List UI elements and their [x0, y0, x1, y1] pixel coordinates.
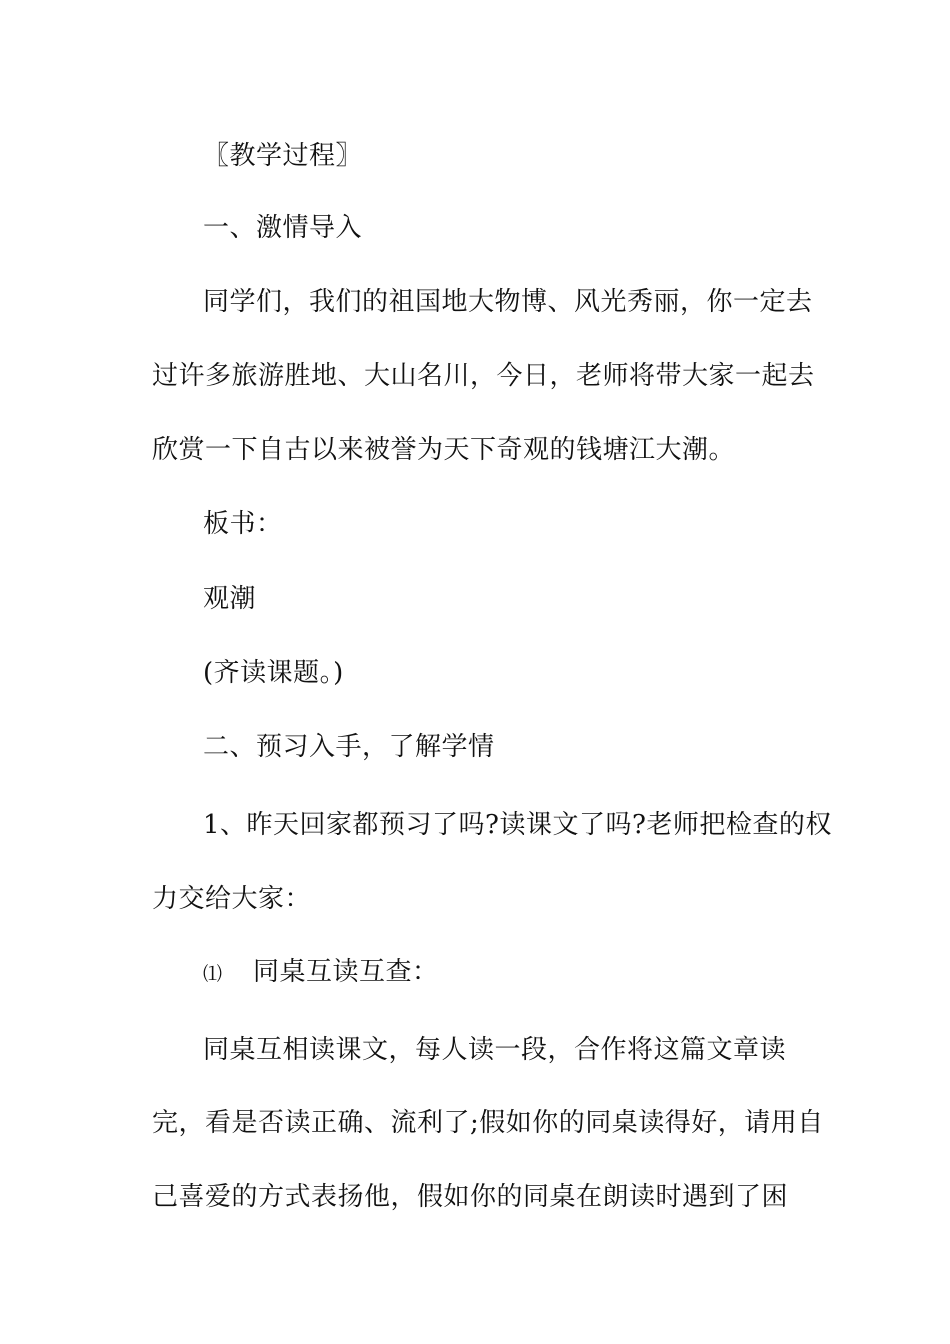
section-heading-teaching-process: 〖教学过程〗 [203, 141, 363, 171]
list-item-text: 同桌互读互查： [253, 957, 439, 987]
paragraph-line: 同学们，我们的祖国地大物博、风光秀丽，你一定去 [203, 287, 813, 317]
paragraph-line: 同桌互相读课文，每人读一段，合作将这篇文章读 [203, 1035, 787, 1065]
paragraph-line: 力交给大家： [152, 884, 312, 914]
paragraph-line: 过许多旅游胜地、大山名川，今日，老师将带大家一起去 [152, 361, 815, 391]
list-item-marker: ⑴ [203, 963, 223, 985]
paragraph-line: 1、昨天回家都预习了吗?读课文了吗?老师把检查的权 [203, 810, 832, 840]
paragraph-line: 欣赏一下自古以来被誉为天下奇观的钱塘江大潮。 [152, 435, 736, 465]
paragraph-line: 完，看是否读正确、流利了;假如你的同桌读得好，请用自 [152, 1108, 824, 1138]
paragraph-line: 己喜爱的方式表扬他，假如你的同桌在朗读时遇到了困 [152, 1182, 789, 1212]
lesson-title: 观潮 [203, 584, 257, 614]
list-item [203, 955, 439, 991]
instruction-note: (齐读课题。) [203, 658, 344, 688]
blackboard-label: 板书： [203, 509, 283, 539]
heading-preview-start: 二、预习入手，了解学情 [203, 732, 495, 762]
heading-passionate-introduction: 一、激情导入 [203, 213, 363, 243]
